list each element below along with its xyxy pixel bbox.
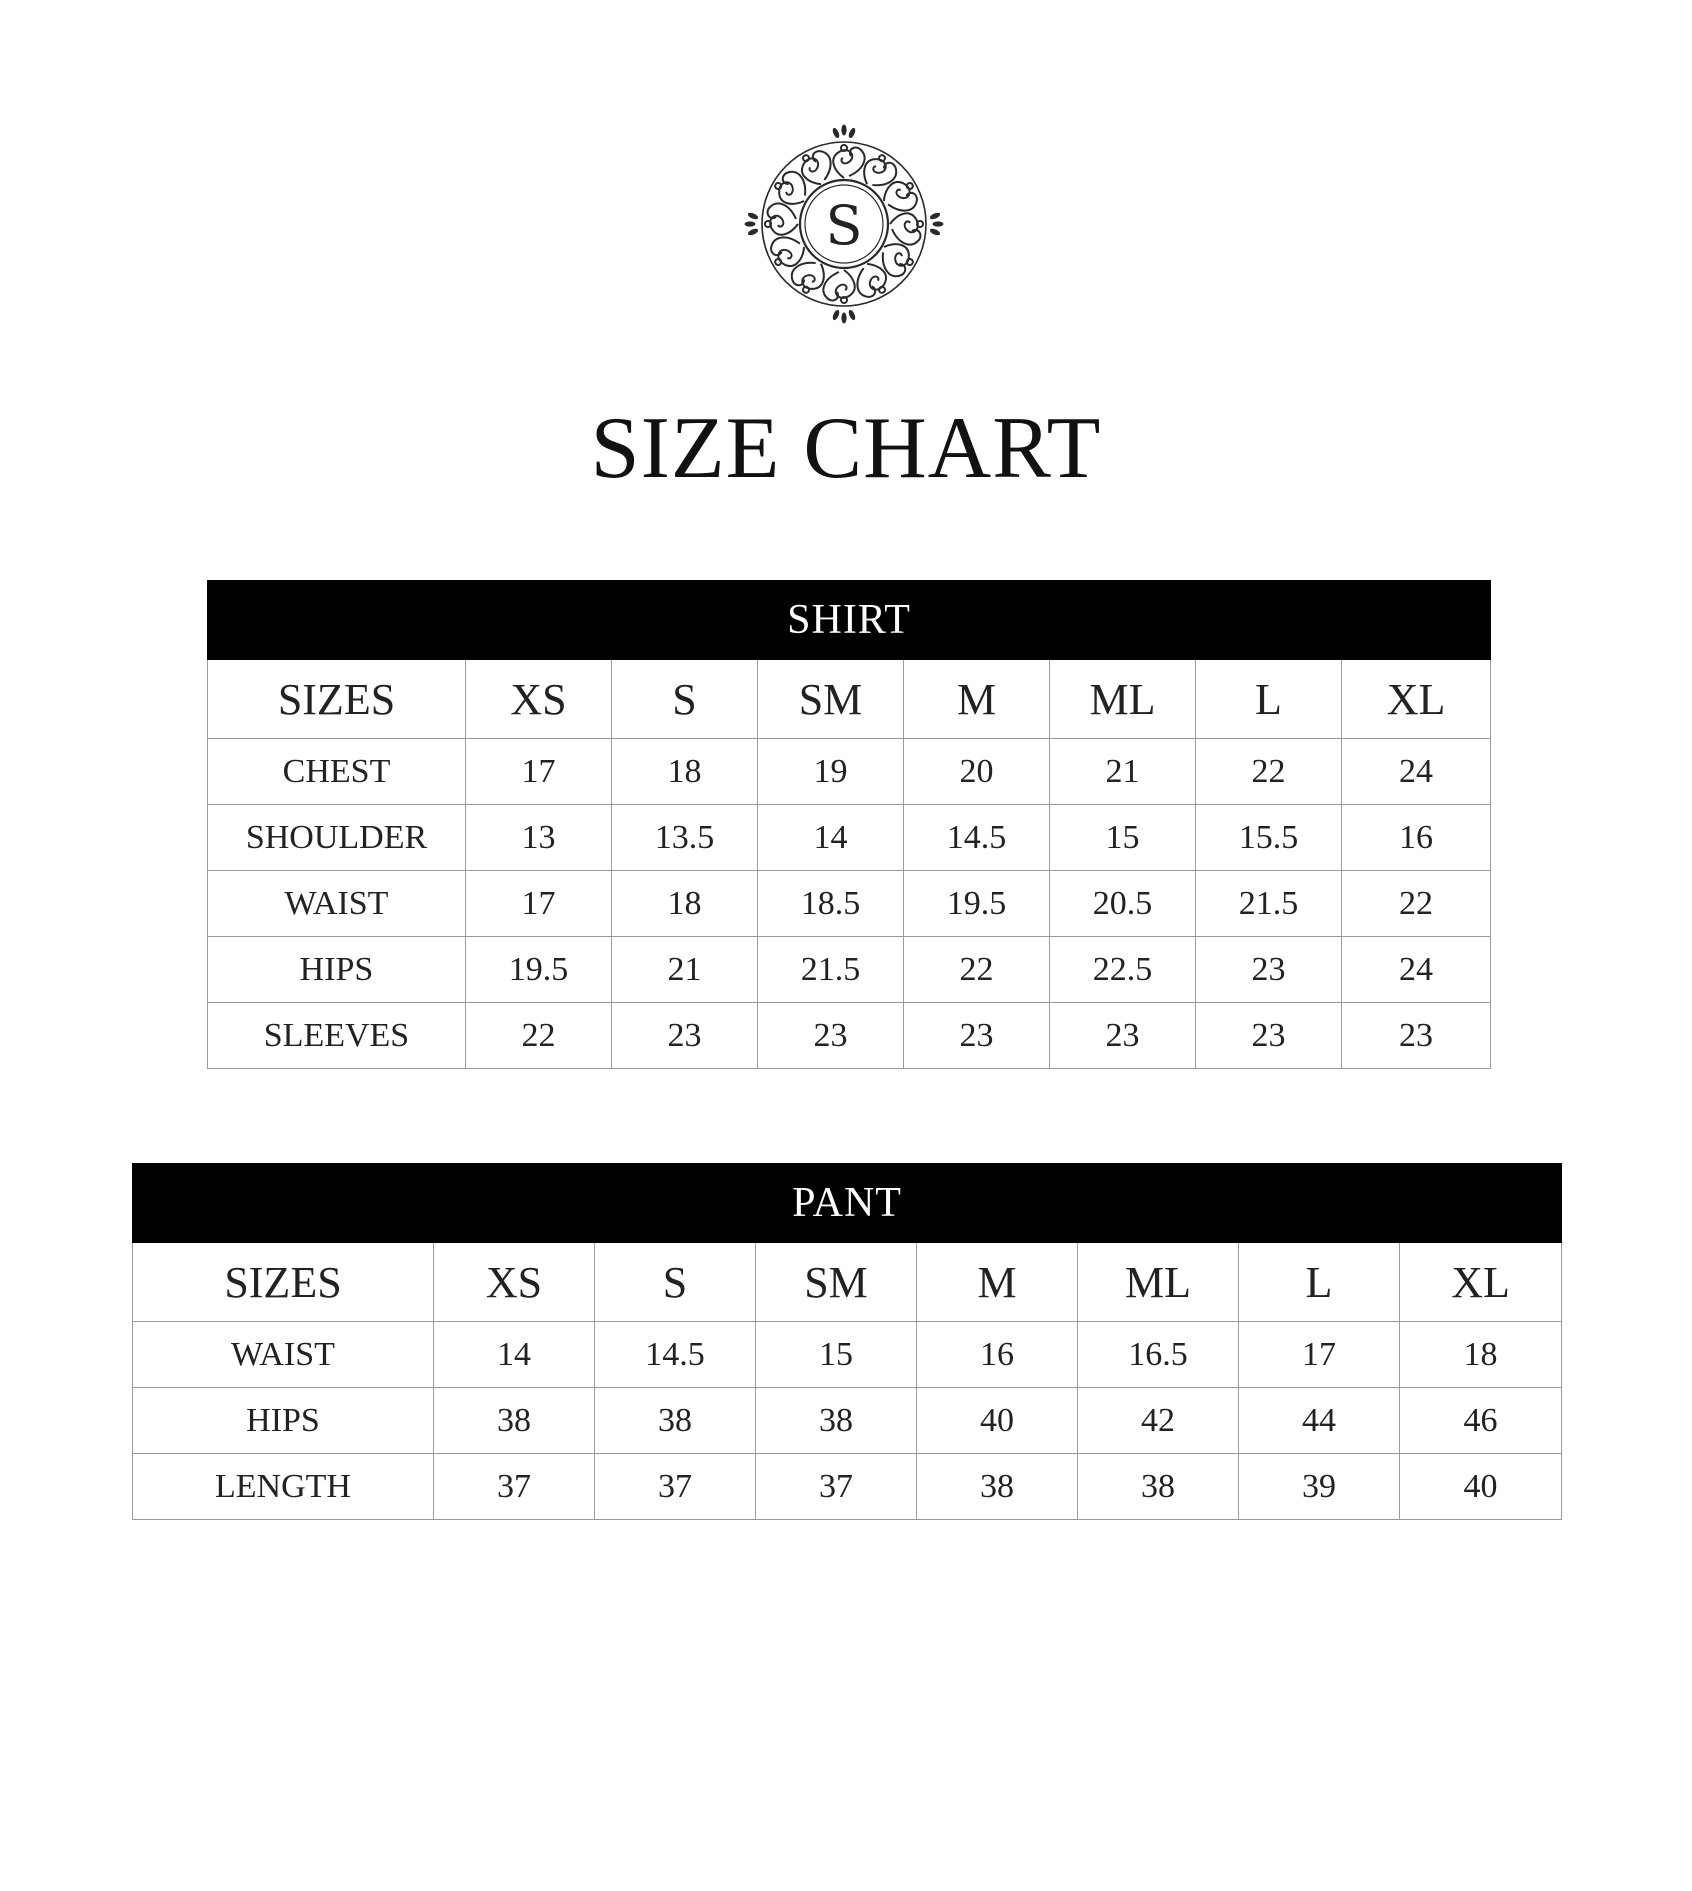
- page-title: SIZE CHART: [590, 400, 1102, 497]
- shirt-size-header: M: [904, 660, 1050, 739]
- pant-value-cell: 14: [434, 1322, 595, 1388]
- pant-value-cell: 38: [756, 1388, 917, 1454]
- pant-value-cell: 46: [1400, 1388, 1562, 1454]
- shirt-value-cell: 21: [1050, 739, 1196, 805]
- logo-letter: S: [825, 194, 863, 257]
- pant-size-header: SM: [756, 1243, 917, 1322]
- shirt-table-row: [208, 739, 1491, 805]
- shirt-value-cell: 17: [466, 871, 612, 937]
- shirt-header-row: [208, 660, 1491, 739]
- shirt-value-cell: 18.5: [758, 871, 904, 937]
- shirt-value-cell: 22: [904, 937, 1050, 1003]
- shirt-size-table: [207, 580, 1491, 1069]
- shirt-value-cell: 18: [612, 871, 758, 937]
- pant-table-title: PANT: [133, 1164, 1562, 1243]
- pant-value-cell: 37: [756, 1454, 917, 1520]
- shirt-size-header: XL: [1342, 660, 1491, 739]
- pant-value-cell: 17: [1239, 1322, 1400, 1388]
- shirt-row-label: WAIST: [208, 871, 466, 937]
- shirt-size-header: S: [612, 660, 758, 739]
- shirt-size-header: L: [1196, 660, 1342, 739]
- pant-value-cell: 14.5: [595, 1322, 756, 1388]
- shirt-table-row: [208, 937, 1491, 1003]
- shirt-value-cell: 13.5: [612, 805, 758, 871]
- pant-header-label: SIZES: [133, 1243, 434, 1322]
- pant-value-cell: 37: [434, 1454, 595, 1520]
- pant-value-cell: 40: [917, 1388, 1078, 1454]
- shirt-table-row: [208, 805, 1491, 871]
- pant-value-cell: 42: [1078, 1388, 1239, 1454]
- shirt-value-cell: 20.5: [1050, 871, 1196, 937]
- shirt-value-cell: 14.5: [904, 805, 1050, 871]
- pant-row-label: HIPS: [133, 1388, 434, 1454]
- shirt-value-cell: 21: [612, 937, 758, 1003]
- shirt-value-cell: 23: [904, 1003, 1050, 1069]
- pant-value-cell: 38: [917, 1454, 1078, 1520]
- shirt-value-cell: 21.5: [1196, 871, 1342, 937]
- pant-value-cell: 38: [595, 1388, 756, 1454]
- pant-size-header: ML: [1078, 1243, 1239, 1322]
- shirt-value-cell: 16: [1342, 805, 1491, 871]
- shirt-value-cell: 18: [612, 739, 758, 805]
- pant-value-cell: 44: [1239, 1388, 1400, 1454]
- pant-size-header: M: [917, 1243, 1078, 1322]
- shirt-value-cell: 24: [1342, 937, 1491, 1003]
- shirt-header-label: SIZES: [208, 660, 466, 739]
- shirt-row-label: HIPS: [208, 937, 466, 1003]
- shirt-value-cell: 22.5: [1050, 937, 1196, 1003]
- shirt-size-header: ML: [1050, 660, 1196, 739]
- shirt-value-cell: 23: [1050, 1003, 1196, 1069]
- shirt-size-header: XS: [466, 660, 612, 739]
- shirt-value-cell: 23: [758, 1003, 904, 1069]
- pant-header-row: [133, 1243, 1562, 1322]
- shirt-value-cell: 13: [466, 805, 612, 871]
- pant-row-label: LENGTH: [133, 1454, 434, 1520]
- shirt-value-cell: 15: [1050, 805, 1196, 871]
- shirt-value-cell: 14: [758, 805, 904, 871]
- pant-value-cell: 38: [1078, 1454, 1239, 1520]
- pant-size-header: S: [595, 1243, 756, 1322]
- shirt-value-cell: 19.5: [466, 937, 612, 1003]
- shirt-value-cell: 20: [904, 739, 1050, 805]
- pant-value-cell: 40: [1400, 1454, 1562, 1520]
- pant-row-label: WAIST: [133, 1322, 434, 1388]
- pant-size-header: XL: [1400, 1243, 1562, 1322]
- pant-value-cell: 16: [917, 1322, 1078, 1388]
- shirt-table-row: [208, 871, 1491, 937]
- shirt-value-cell: 22: [1342, 871, 1491, 937]
- shirt-value-cell: 19: [758, 739, 904, 805]
- pant-value-cell: 18: [1400, 1322, 1562, 1388]
- pant-table-row: [133, 1388, 1562, 1454]
- brand-logo: [741, 118, 947, 330]
- pant-value-cell: 38: [434, 1388, 595, 1454]
- shirt-value-cell: 17: [466, 739, 612, 805]
- shirt-table-title: SHIRT: [208, 581, 1491, 660]
- shirt-size-header: SM: [758, 660, 904, 739]
- shirt-value-cell: 21.5: [758, 937, 904, 1003]
- pant-table-row: [133, 1454, 1562, 1520]
- shirt-value-cell: 22: [1196, 739, 1342, 805]
- shirt-value-cell: 22: [466, 1003, 612, 1069]
- pant-value-cell: 39: [1239, 1454, 1400, 1520]
- pant-size-header: XS: [434, 1243, 595, 1322]
- shirt-table-row: [208, 1003, 1491, 1069]
- shirt-value-cell: 15.5: [1196, 805, 1342, 871]
- shirt-value-cell: 23: [1342, 1003, 1491, 1069]
- pant-value-cell: 16.5: [1078, 1322, 1239, 1388]
- shirt-row-label: SHOULDER: [208, 805, 466, 871]
- shirt-value-cell: 19.5: [904, 871, 1050, 937]
- pant-size-table: [132, 1163, 1562, 1520]
- shirt-row-label: SLEEVES: [208, 1003, 466, 1069]
- shirt-value-cell: 23: [1196, 937, 1342, 1003]
- pant-table-row: [133, 1322, 1562, 1388]
- shirt-row-label: CHEST: [208, 739, 466, 805]
- shirt-value-cell: 24: [1342, 739, 1491, 805]
- shirt-value-cell: 23: [612, 1003, 758, 1069]
- pant-size-header: L: [1239, 1243, 1400, 1322]
- pant-value-cell: 15: [756, 1322, 917, 1388]
- shirt-value-cell: 23: [1196, 1003, 1342, 1069]
- pant-value-cell: 37: [595, 1454, 756, 1520]
